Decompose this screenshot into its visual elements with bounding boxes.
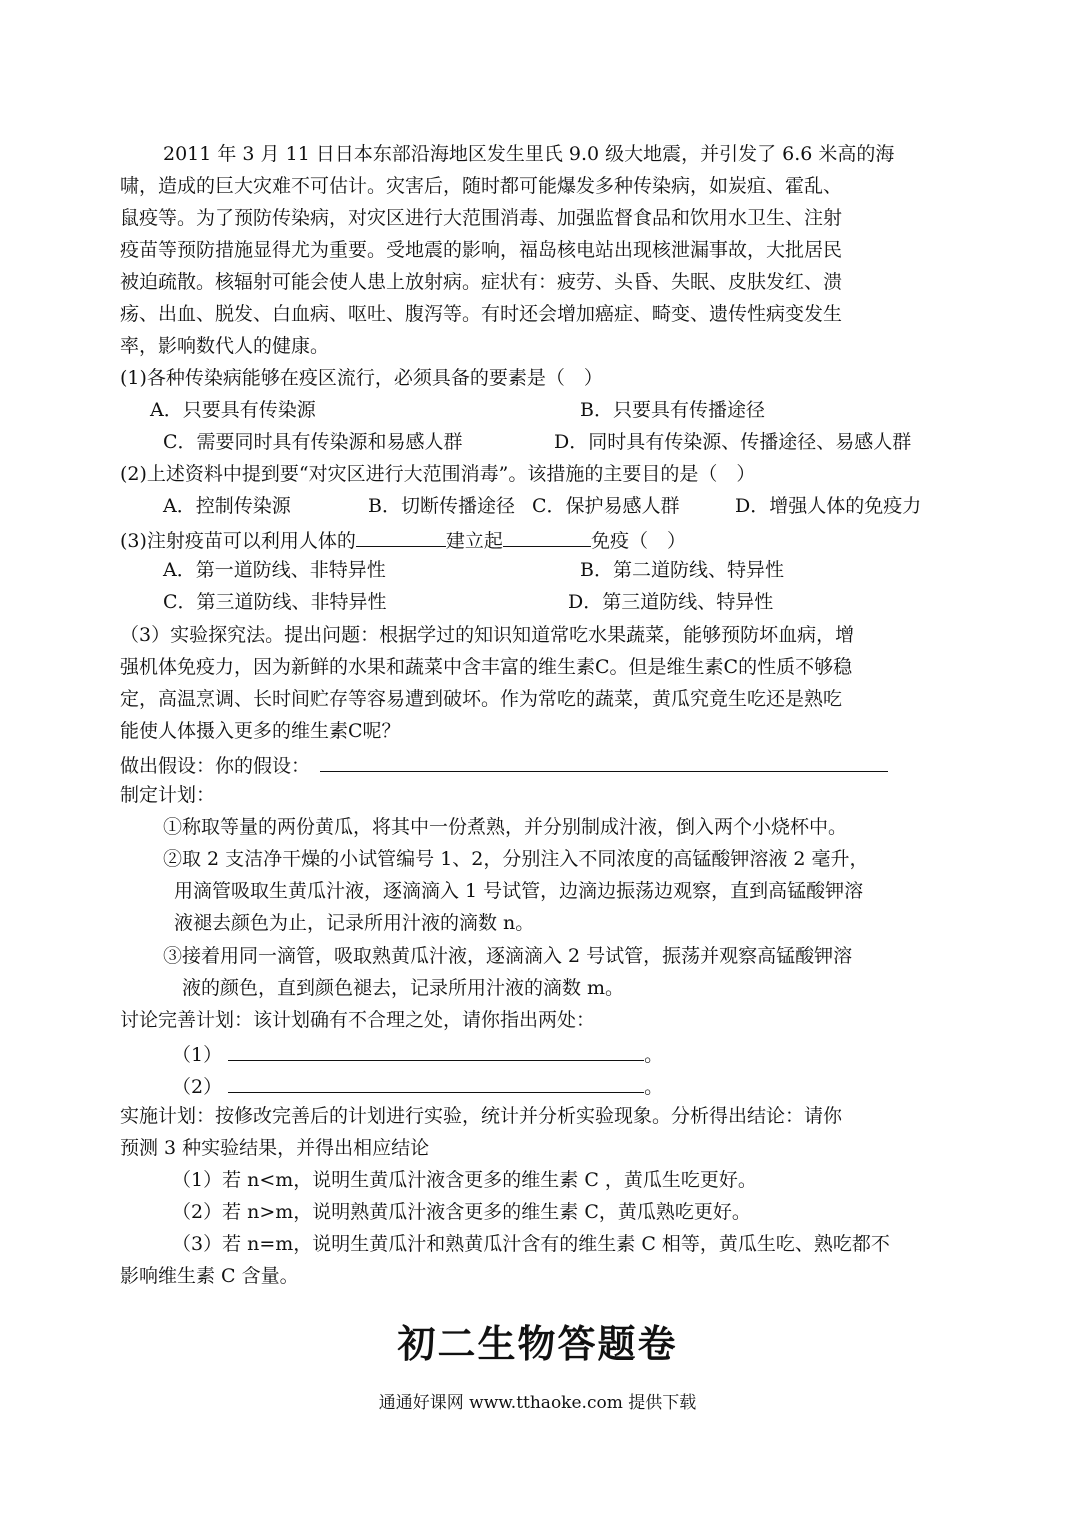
plan-title: 制定计划： [120,784,216,806]
hypothesis-line [120,751,888,778]
experiment-intro-line: （3）实验探究法。提出问题：根据学过的知识知道常吃水果蔬菜，能够预防坏血病，增 [120,624,855,646]
q2-option-c: C．保护易感人群 [532,495,680,517]
q1-option-c: C．需要同时具有传染源和易感人群 [163,431,463,453]
q2-option-b: B．切断传播途径 [368,495,515,517]
passage-line: 啸，造成的巨大灾难不可估计。灾害后，随时都可能爆发多种传染病，如炭疽、霍乱、 [120,175,843,197]
question-1-stem: (1)各种传染病能够在疫区流行，必须具备的要素是（ ） [120,367,603,389]
experiment-intro-line: 强机体免疫力，因为新鲜的水果和蔬菜中含丰富的维生素C。但是维生素C的性质不够稳 [120,656,853,678]
hypothesis-blank[interactable] [320,751,888,772]
footer-credit: 通通好课网 www.tthaoke.com 提供下载 [378,1393,697,1413]
plan-step: ①称取等量的两份黄瓜，将其中一份煮熟，并分别制成汁液，倒入两个小烧杯中。 [163,816,848,838]
plan-step: 用滴管吸取生黄瓜汁液，逐滴滴入 1 号试管，边滴边振荡边观察，直到高锰酸钾溶 [174,880,864,902]
answer-blank[interactable] [228,1072,644,1093]
q3-option-c: C．第三道防线、非特异性 [163,591,387,613]
question-3-stem [120,526,686,553]
discuss-number: （1） [172,1044,223,1066]
period: 。 [644,1076,664,1098]
answer-blank[interactable] [356,526,446,547]
q3-stem-part: 建立起 [445,530,503,552]
question-2-stem: (2)上述资料中提到要“对灾区进行大范围消毒”。该措施的主要目的是（ ） [120,463,756,485]
passage-line: 被迫疏散。核辐射可能会使人患上放射病。症状有：疲劳、头昏、失眠、皮肤发红、溃 [120,271,843,293]
plan-step: 液的颜色，直到颜色褪去，记录所用汁液的滴数 m。 [182,977,625,999]
plan-step: ②取 2 支洁净干燥的小试管编号 1、2，分别注入不同浓度的高锰酸钾溶液 2 毫升， [163,848,869,870]
discuss-prompt: 讨论完善计划：该计划确有不合理之处，请你指出两处： [120,1009,596,1031]
q1-option-d: D．同时具有传染源、传播途径、易感人群 [554,431,912,453]
passage-line: 2011 年 3 月 11 日日本东部沿海地区发生里氏 9.0 级大地震，并引发了 6.6 米高的海 [163,143,895,165]
plan-step: 液褪去颜色为止，记录所用汁液的滴数 n。 [174,912,535,934]
passage-line: 鼠疫等。为了预防传染病，对灾区进行大范围消毒、加强监督食品和饮用水卫生、注射 [120,207,843,229]
result-line: （3）若 n=m，说明生黄瓜汁和熟黄瓜汁含有的维生素 C 相等，黄瓜生吃、熟吃都不 [172,1233,890,1255]
q3-option-a: A．第一道防线、非特异性 [163,559,386,581]
result-line: （1）若 n<m，说明生黄瓜汁液含更多的维生素 C ，黄瓜生吃更好。 [172,1169,757,1191]
q2-option-d: D．增强人体的免疫力 [735,495,922,517]
answer-sheet-title: 初二生物答题卷 [397,1322,678,1366]
discuss-number: （2） [172,1076,223,1098]
discuss-answer-2 [172,1072,663,1099]
passage-line: 疡、出血、脱发、白血病、呕吐、腹泻等。有时还会增加癌症、畸变、遗传性病变发生 [120,303,843,325]
q3-option-b: B．第二道防线、特异性 [580,559,784,581]
hypothesis-label: 做出假设：你的假设： [120,755,311,777]
experiment-intro-line: 定，高温烹调、长时间贮存等容易遭到破坏。作为常吃的蔬菜，黄瓜究竟生吃还是熟吃 [120,688,843,710]
q1-option-b: B．只要具有传播途径 [580,399,765,421]
plan-step: ③接着用同一滴管，吸取熟黄瓜汁液，逐滴滴入 2 号试管，振荡并观察高锰酸钾溶 [163,945,853,967]
q3-stem-part: (3)注射疫苗可以利用人体的 [120,530,356,552]
passage-line: 疫苗等预防措施显得尤为重要。受地震的影响，福岛核电站出现核泄漏事故，大批居民 [120,239,843,261]
q1-option-a: A．只要具有传染源 [150,399,316,421]
implement-line: 预测 3 种实验结果，并得出相应结论 [120,1137,430,1159]
discuss-answer-1 [172,1040,663,1067]
implement-line: 实施计划：按修改完善后的计划进行实验，统计并分析实验现象。分析得出结论：请你 [120,1105,843,1127]
answer-blank[interactable] [228,1040,644,1061]
passage-line: 率，影响数代人的健康。 [120,335,330,357]
period: 。 [644,1044,664,1066]
experiment-intro-line: 能使人体摄入更多的维生素C呢？ [120,720,401,742]
q3-stem-part: 免疫（ ） [590,530,686,552]
answer-blank[interactable] [503,526,591,547]
q2-option-a: A．控制传染源 [163,495,291,517]
q3-option-d: D．第三道防线、特异性 [568,591,774,613]
result-line: 影响维生素 C 含量。 [120,1265,299,1287]
result-line: （2）若 n>m，说明熟黄瓜汁液含更多的维生素 C，黄瓜熟吃更好。 [172,1201,751,1223]
